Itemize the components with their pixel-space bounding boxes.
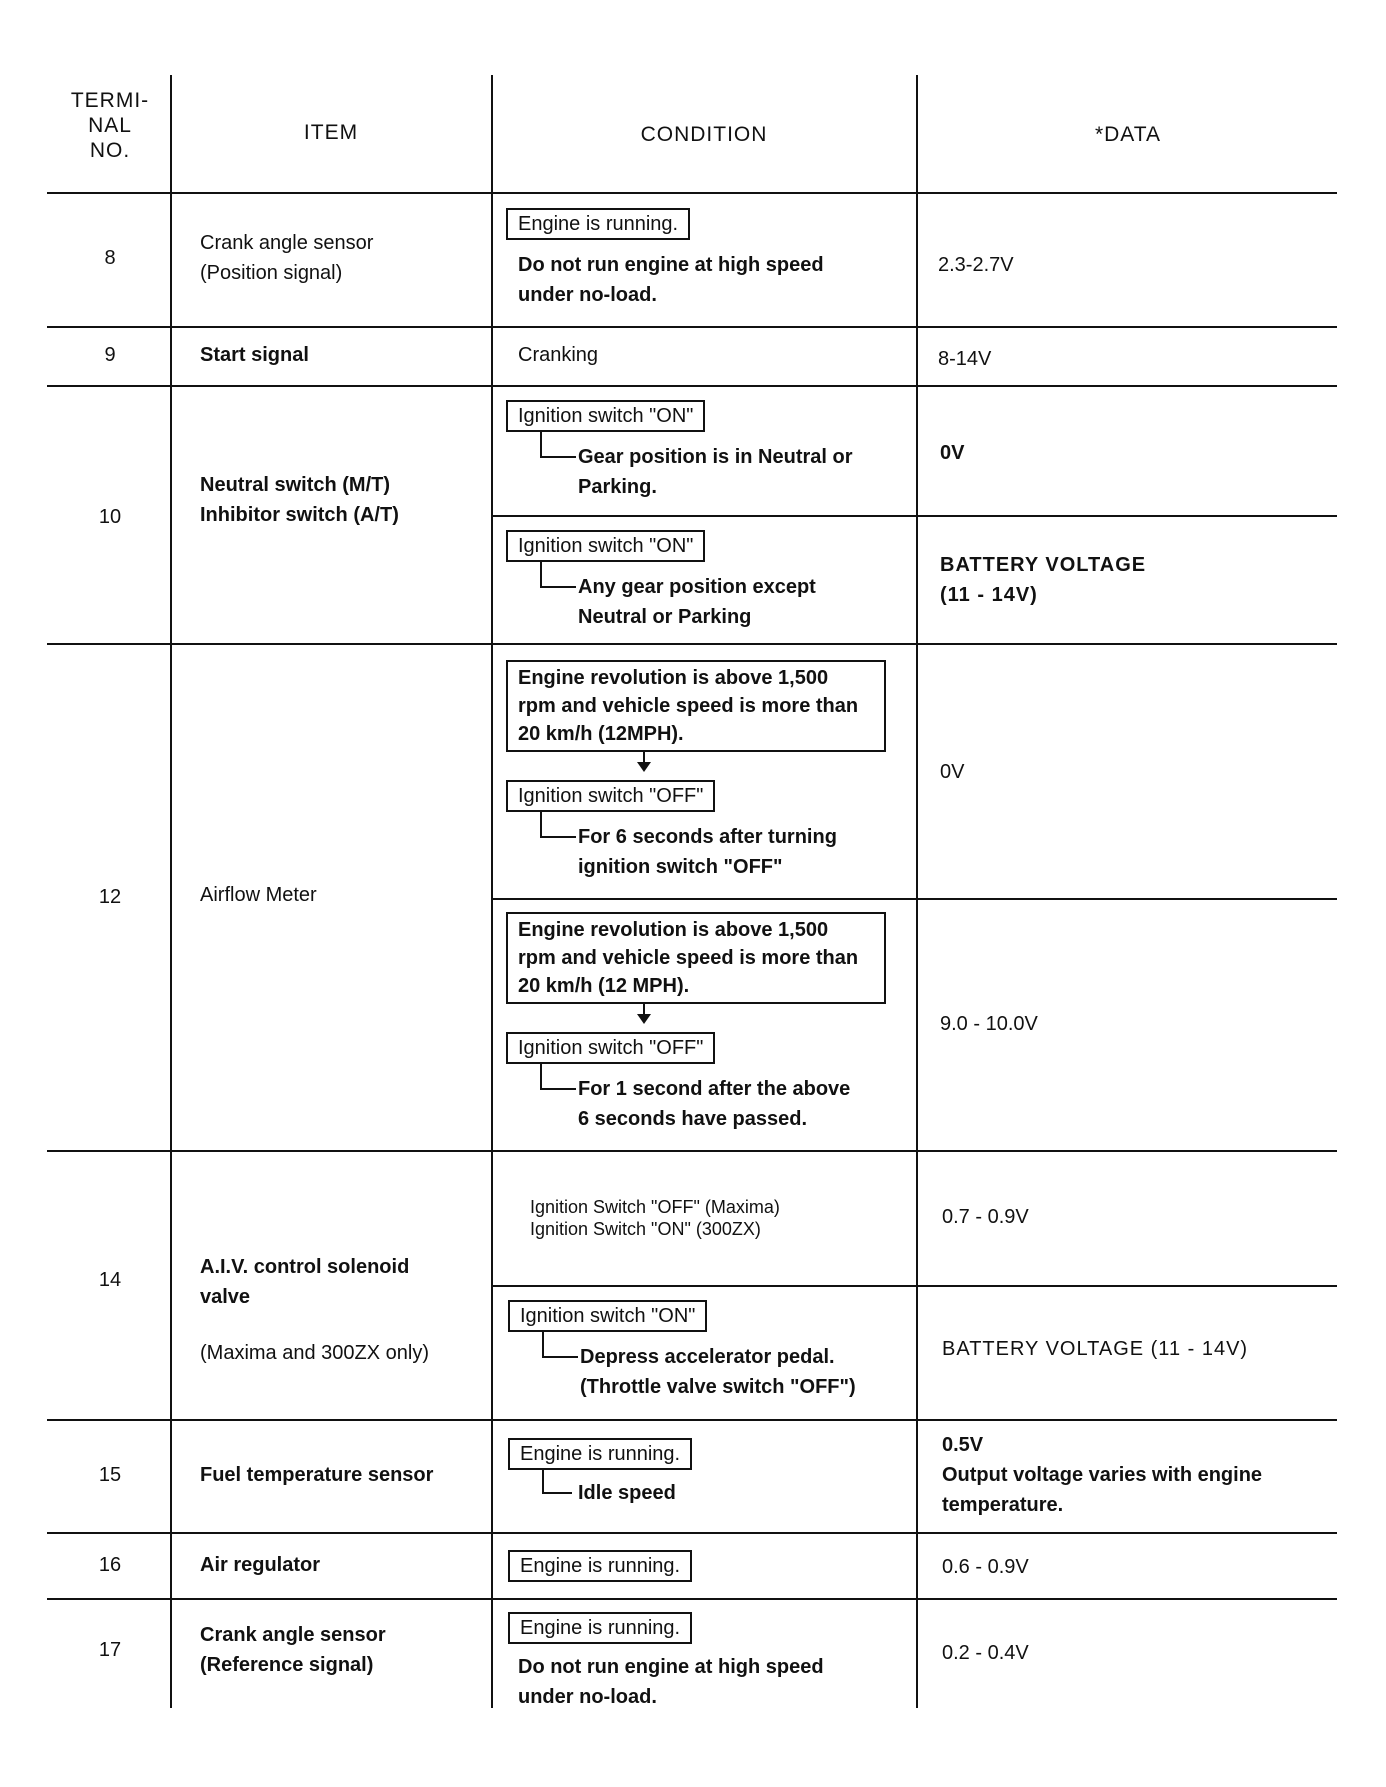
branch-connector [542, 1470, 572, 1494]
item-name: Fuel temperature sensor [200, 1464, 434, 1486]
condition-text: Ignition Switch "OFF" (Maxima) Ignition Switch "ON" (300ZX) [530, 1197, 780, 1239]
condition-note: Do not run engine at high speed under no-load. [518, 1656, 824, 1708]
flow-arrow [643, 1004, 645, 1018]
terminal-number: 17 [98, 1639, 122, 1661]
condition-box: Ignition switch "OFF" [506, 780, 715, 812]
row-divider [491, 898, 1337, 900]
condition-box: Ignition switch "ON" [506, 400, 705, 432]
condition-box: Ignition switch "OFF" [506, 1032, 715, 1064]
condition-sub: For 6 seconds after turning ignition switch "OFF" [578, 826, 837, 878]
condition-box: Engine revolution is above 1,500 rpm and vehicle speed is more than 20 km/h (12MPH). [506, 660, 886, 752]
header-data: *DATA [1094, 123, 1162, 146]
column-divider [170, 75, 172, 1708]
data-value: BATTERY VOLTAGE (11 - 14V) [942, 1338, 1249, 1360]
data-value: 2.3-2.7V [938, 254, 1014, 276]
row-divider [47, 1419, 1337, 1421]
header-condition: CONDITION [640, 123, 768, 146]
condition-sub: Depress accelerator pedal. (Throttle valve switch "OFF") [580, 1346, 856, 1398]
data-value: 9.0 - 10.0V [940, 1013, 1038, 1035]
terminal-number: 10 [98, 506, 122, 528]
condition-box: Engine is running. [508, 1438, 692, 1470]
row-divider [47, 326, 1337, 328]
flow-arrow [643, 752, 645, 766]
condition-box: Ignition switch "ON" [508, 1300, 707, 1332]
row-divider [47, 1532, 1337, 1534]
data-value: 0.6 - 0.9V [942, 1556, 1029, 1578]
condition-sub: Idle speed [578, 1482, 676, 1504]
condition-sub: For 1 second after the above 6 seconds have passed. [578, 1078, 851, 1130]
item-name: Airflow Meter [200, 884, 317, 906]
terminal-number: 16 [98, 1554, 122, 1576]
condition-box: Engine is running. [506, 208, 690, 240]
branch-connector [540, 812, 576, 838]
header-item: ITEM [303, 121, 359, 144]
condition-box: Engine revolution is above 1,500 rpm and vehicle speed is more than 20 km/h (12 MPH). [506, 912, 886, 1004]
condition-box: Engine is running. [508, 1550, 692, 1582]
item-name: Crank angle sensor (Reference signal) [200, 1624, 386, 1676]
item-name: Crank angle sensor (Position signal) [200, 232, 374, 284]
data-value: 0.5V Output voltage varies with engine temperature. [942, 1434, 1263, 1516]
column-divider [916, 75, 918, 1708]
column-divider [491, 75, 493, 1708]
terminal-number: 9 [104, 344, 116, 366]
condition-note: Do not run engine at high speed under no-load. [518, 254, 824, 306]
header-terminal: TERMI- NAL NO. [70, 89, 150, 162]
row-divider [47, 385, 1337, 387]
row-divider [491, 1285, 1337, 1287]
condition-text: Cranking [518, 344, 599, 366]
item-name: Start signal [200, 344, 309, 366]
condition-sub: Any gear position except Neutral or Parking [578, 576, 816, 628]
data-value: 0.2 - 0.4V [942, 1642, 1029, 1664]
item-name: Neutral switch (M/T) Inhibitor switch (A/T) [200, 474, 399, 526]
condition-box: Engine is running. [508, 1612, 692, 1644]
branch-connector [540, 562, 576, 588]
data-value: BATTERY VOLTAGE (11 - 14V) [940, 554, 1147, 606]
data-value: 0V [940, 761, 965, 783]
item-name: A.I.V. control solenoid valve [200, 1256, 410, 1308]
terminal-number: 14 [98, 1269, 122, 1291]
branch-connector [542, 1332, 578, 1358]
row-divider [47, 1150, 1337, 1152]
row-divider [47, 192, 1337, 194]
data-value: 0.7 - 0.9V [942, 1206, 1029, 1228]
row-divider [47, 643, 1337, 645]
data-value: 0V [940, 442, 965, 464]
branch-connector [540, 1064, 576, 1090]
terminal-number: 12 [98, 886, 122, 908]
condition-box: Ignition switch "ON" [506, 530, 705, 562]
terminal-number: 15 [98, 1464, 122, 1486]
row-divider [491, 515, 1337, 517]
row-divider [47, 1598, 1337, 1600]
condition-sub: Gear position is in Neutral or Parking. [578, 446, 853, 498]
terminal-number: 8 [104, 247, 116, 269]
data-value: 8-14V [938, 348, 992, 370]
item-note: (Maxima and 300ZX only) [200, 1342, 429, 1364]
branch-connector [540, 432, 576, 458]
item-name: Air regulator [200, 1554, 321, 1576]
